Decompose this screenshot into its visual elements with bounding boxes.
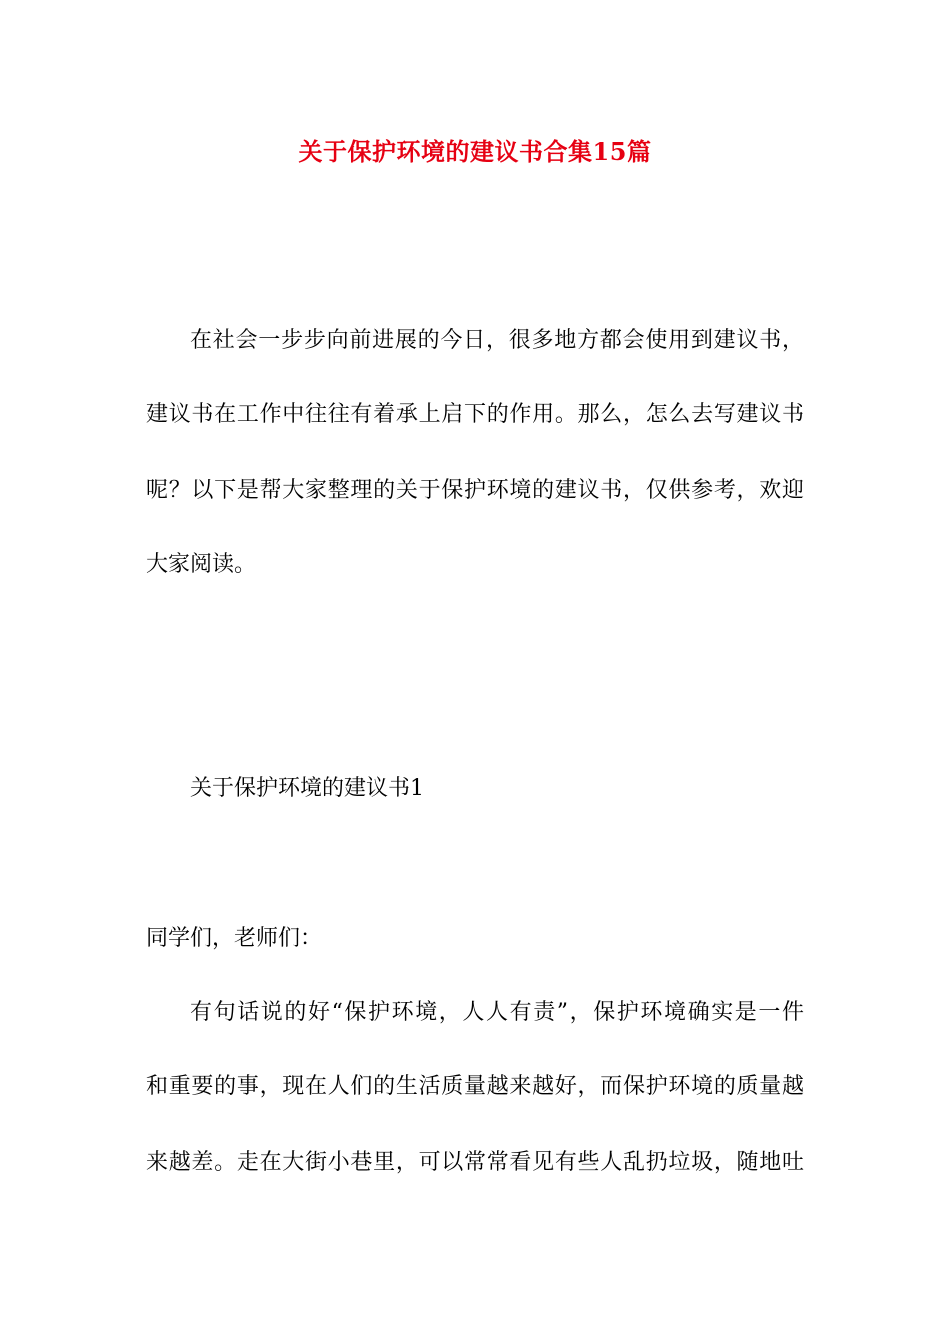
intro-line-2: 建议书在工作中往往有着承上启下的作用。那么，怎么去写建议书 [146,402,804,427]
salutation: 同学们，老师们： [146,926,323,951]
intro-line-1: 在社会一步步向前进展的今日，很多地方都会使用到建议书， [190,328,804,353]
body-line-3: 来越差。走在大街小巷里，可以常常看见有些人乱扔垃圾，随地吐 [146,1150,804,1175]
document-title: 关于保护环境的建议书合集15篇 [298,137,652,166]
body-line-2: 和重要的事，现在人们的生活质量越来越好，而保护环境的质量越 [146,1074,804,1099]
intro-line-3: 呢？以下是帮大家整理的关于保护环境的建议书，仅供参考，欢迎 [146,478,804,503]
intro-line-4: 大家阅读。 [146,552,257,577]
body-line-1: 有句话说的好“保护环境，人人有责”，保护环境确实是一件 [190,1000,804,1025]
section-heading: 关于保护环境的建议书1 [190,776,424,801]
